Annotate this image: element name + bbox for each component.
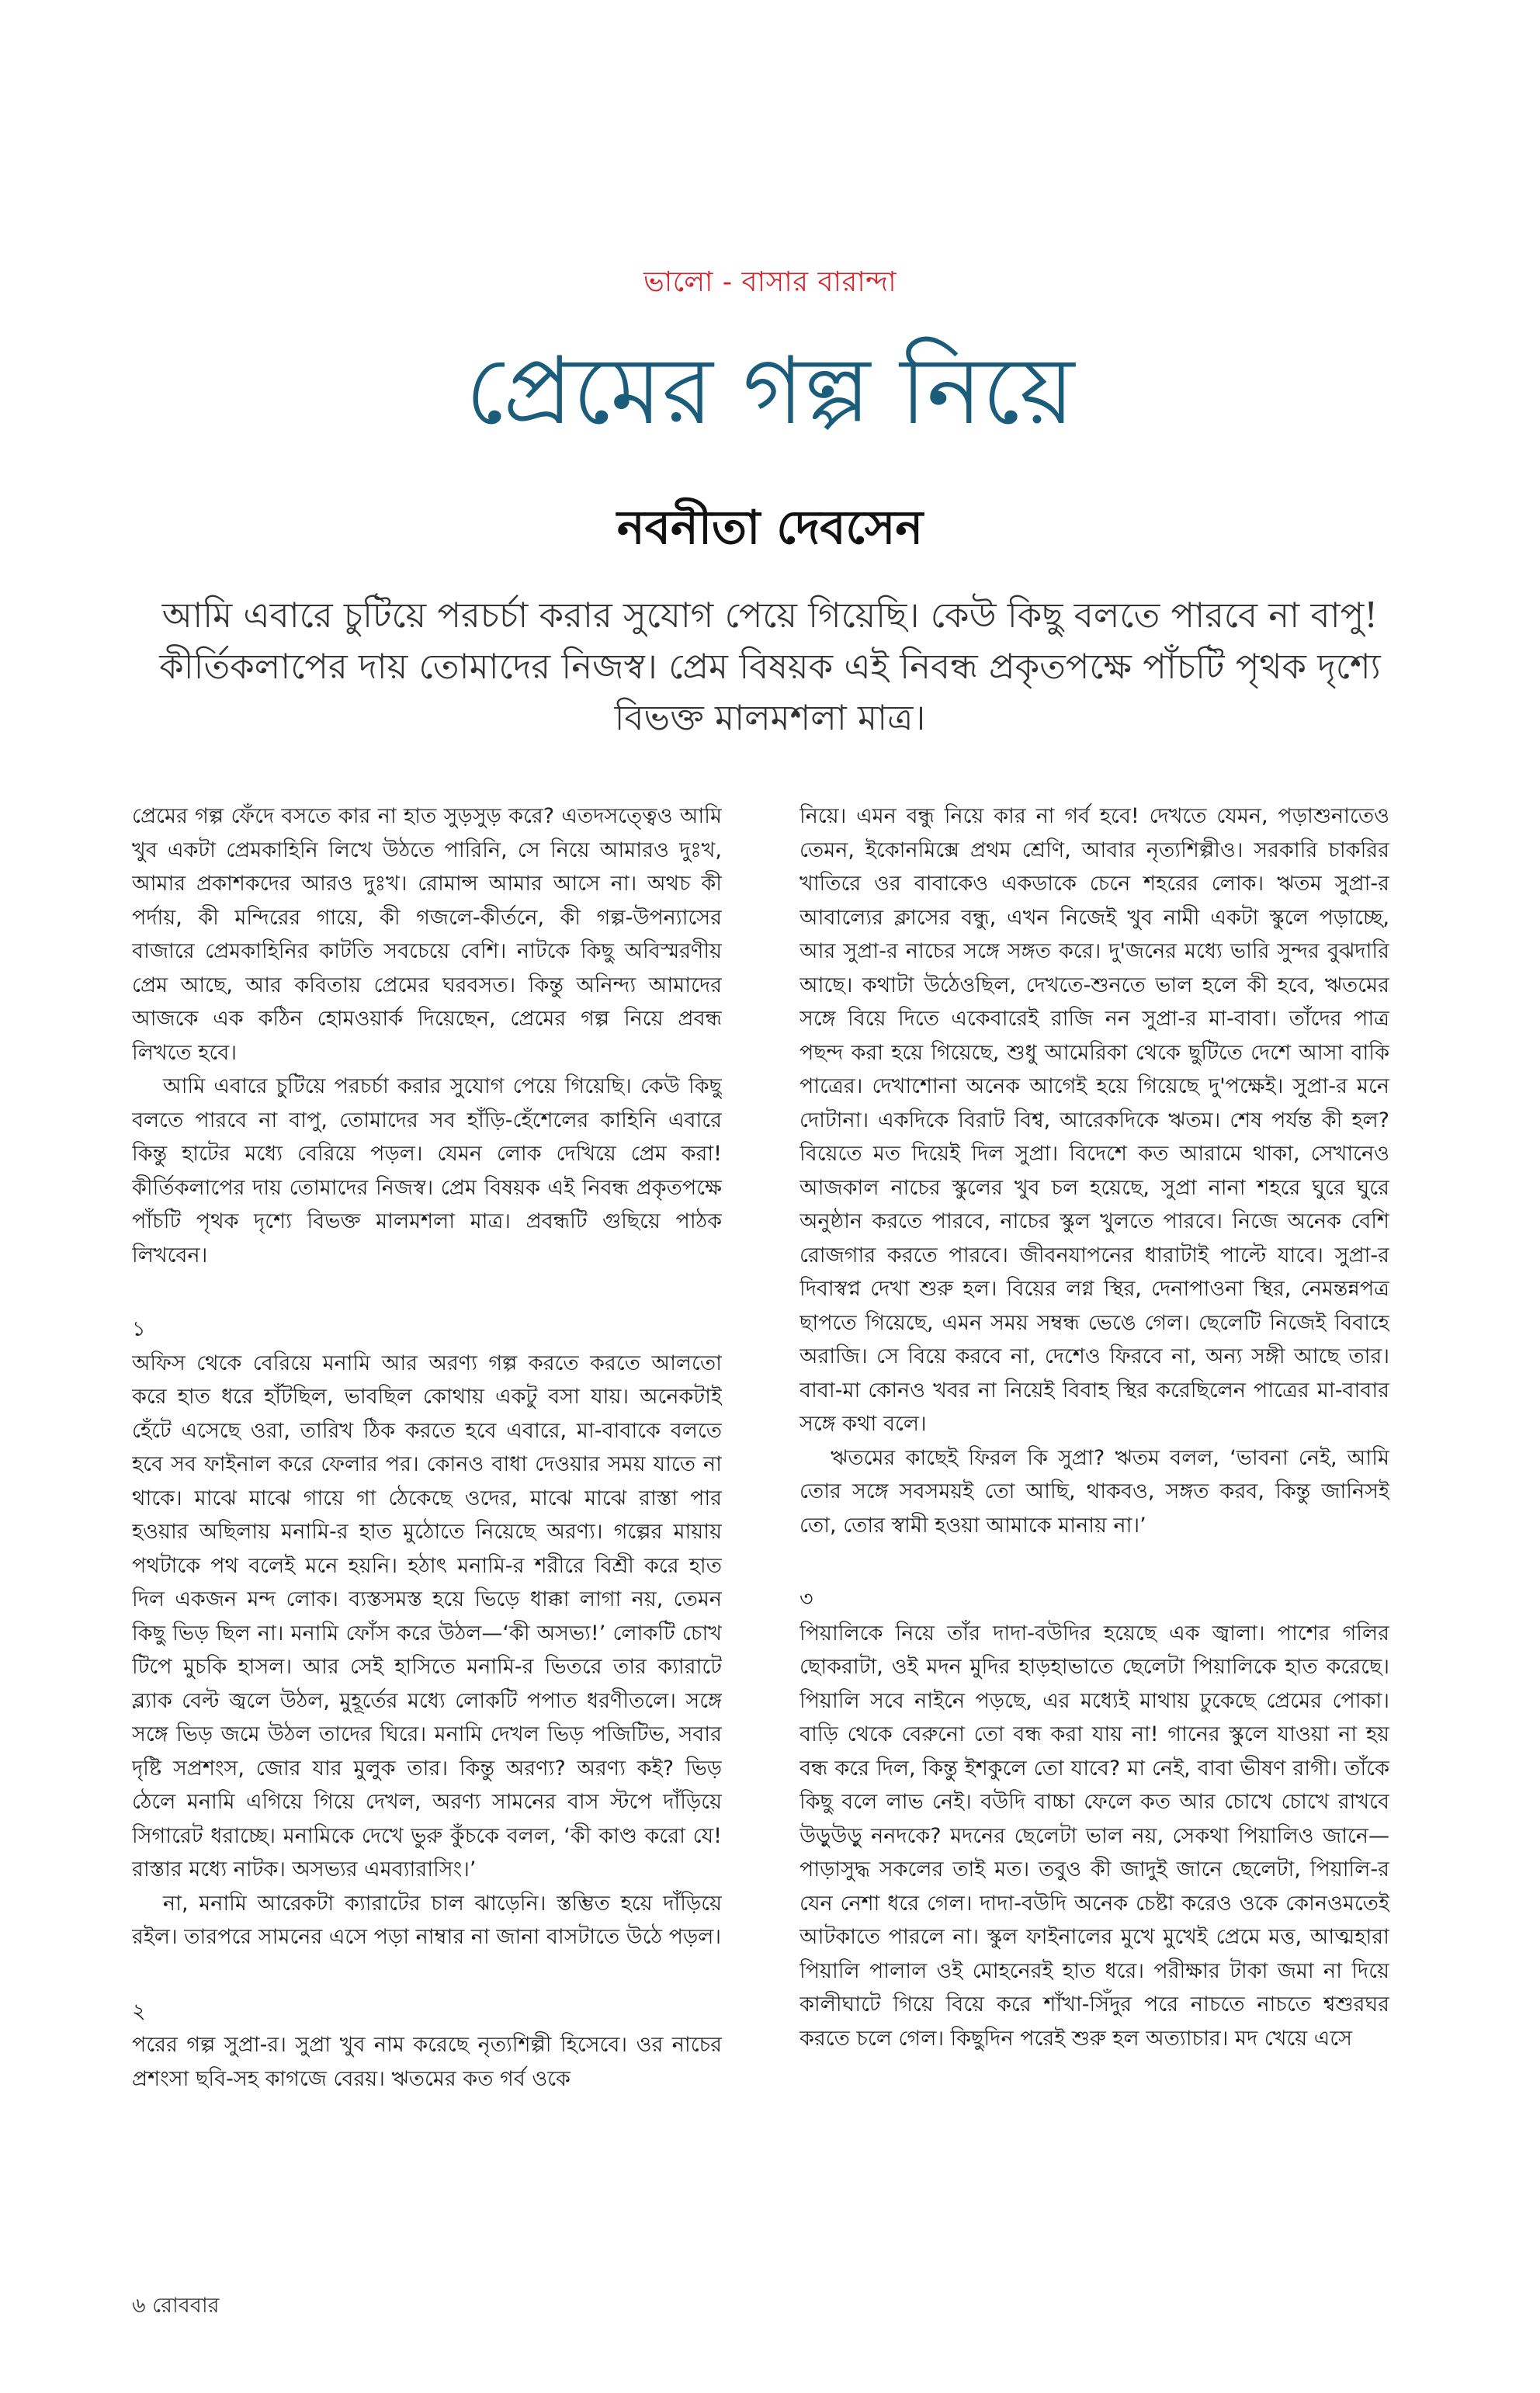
right-column <box>799 799 1389 2235</box>
body-paragraph: নিয়ে। এমন বন্ধু নিয়ে কার না গর্ব হবে! দেখতে যেমন, পড়াশুনাতেও তেমন, ইকোনমিক্সে প্রথম শ্রেণি, আবার নৃত্যশিল্পীও। সরকারি চাকরির খাতিরে ওর বাবাকেও একডাকে চেনে শহরের লোক। ঋতম সুপ্রা-র আবাল্যের ক্লাসের বন্ধু, এখন নিজেই খুব নামী একটা স্কুলে পড়াচ্ছে, আর সুপ্রা-র নাচের সঙ্গে সঙ্গত করে। দু'জনের মধ্যে ভারি সুন্দর বুঝদারি আছে। কথাটা উঠেওছিল, দেখতে-শুনতে ভাল হলে কী হবে, ঋতমের সঙ্গে বিয়ে দিতে একেবারেই রাজি নন সুপ্রা-র মা-বাবা। তাঁদের পাত্র পছন্দ করা হয়ে গিয়েছে, শুধু আমেরিকা থেকে ছুটিতে দেশে আসা বাকি পাত্রের। দেখাশোনা অনেক আগেই হয়ে গিয়েছে দু'পক্ষেই। সুপ্রা-র মনে দোটানা। একদিকে বিরাট বিশ্ব, আরেকদিকে ঋতম। শেষ পর্যন্ত কী হল? বিয়েতে মত দিয়েই দিল সুপ্রা। বিদেশে কত আরামে থাকা, সেখানেও আজকাল নাচের স্কুলের খুব চল হয়েছে, সুপ্রা নানা শহরে ঘুরে ঘুরে অনুষ্ঠান করতে পারবে, নাচের স্কুল খুলতে পারবে। নিজে অনেক বেশি রোজগার করতে পারবে। জীবনযাপনের ধারাটাই পাল্টে যাবে। সুপ্রা-র দিবাস্বপ্ন দেখা শুরু হল। বিয়ের লগ্ন স্থির, দেনাপাওনা স্থির, নেমন্তন্নপত্র ছাপতে গিয়েছে, এমন সময় সম্বন্ধ ভেঙে গেল। ছেলেটি নিজেই বিবাহে অরাজি। সে বিয়ে করবে না, দেশেও ফিরবে না, অন্য সঙ্গী আছে তার। বাবা-মা কোনও খবর না নিয়েই বিবাহ স্থির করেছিলেন পাত্রের মা-বাবার সঙ্গে কথা বলে। <box>799 804 1389 1436</box>
body-paragraph: অফিস থেকে বেরিয়ে মনামি আর অরণ্য গল্প করতে করতে আলতো করে হাত ধরে হাঁটছিল, ভাবছিল কোথায় একটু বসা যায়। অনেকটাই হেঁটে এসেছে ওরা, তারিখ ঠিক করতে হবে এবারে, মা-বাবাকে বলতে হবে সব ফাইনাল করে ফেলার পর। কোনও বাধা দেওয়ার সময় যাতে না থাকে। মাঝে মাঝে গায়ে গা ঠেকেছে ওদের, মাঝে মাঝে রাস্তা পার হওয়ার অছিলায় মনামি-র হাত মুঠোতে নিয়েছে অরণ্য। গল্পের মায়ায় পথটাকে পথ বলেই মনে হয়নি। হঠাৎ মনামি-র শরীরে বিশ্রী করে হাত দিল একজন মন্দ লোক। ব্যস্তসমস্ত হয়ে ভিড়ে ধাক্কা লাগা নয়, তেমন কিছু ভিড় ছিল না। মনামি ফোঁস করে উঠল—‘কী অসভ্য!’ লোকটি চোখ টিপে মুচকি হাসল। আর সেই হাসিতে মনামি-র ভিতরে তার ক্যারাটে ব্ল্যাক বেল্ট জ্বলে উঠল, মুহূর্তের মধ্যে লোকটি পপাত ধরণীতলে। সঙ্গে সঙ্গে ভিড় জমে উঠল তাদের ঘিরে। মনামি দেখল ভিড় পজিটিভ, সবার দৃষ্টি সপ্রশংস, জোর যার মুলুক তার। কিন্তু অরণ্য? অরণ্য কই? ভিড় ঠেলে মনামি এগিয়ে গিয়ে দেখল, অরণ্য সামনের বাস স্টপে দাঁড়িয়ে সিগারেট ধরাচ্ছে। মনামিকে দেখে ভুরু কুঁচকে বলল, ‘কী কাণ্ড করো যে! রাস্তার মধ্যে নাটক। অসভ্যর এমব্যারাসিং।’ <box>132 1351 722 1881</box>
body-paragraph: ঋতমের কাছেই ফিরল কি সুপ্রা? ঋতম বলল, ‘ভাবনা নেই, আমি তোর সঙ্গে সবসময়ই তো আছি, থাকবও, সঙ্গত করব, কিন্তু জানিসই তো, তোর স্বামী হওয়া আমাকে মানায় না।’ <box>799 1445 1389 1538</box>
section-number: ১ <box>132 1317 146 1341</box>
left-column <box>132 799 722 2235</box>
article-title: প্রেমের গল্প নিয়ে <box>465 338 1075 446</box>
author-byline: নবনীতা দেবসেন <box>616 501 924 555</box>
section-number: ২ <box>132 1999 146 2024</box>
standfirst: আমি এবারে চুটিয়ে পরচর্চা করার সুযোগ পেয়ে গিয়েছি। কেউ কিছু বলতে পারবে না বাপু! কীর্তিকলাপের দায় তোমাদের নিজস্ব। প্রেম বিষয়ক এই নিবন্ধ প্রকৃতপক্ষে পাঁচটি পৃথক দৃশ্যে বিভক্ত মালমশলা মাত্র। <box>159 595 1381 738</box>
body-paragraph: প্রেমের গল্প ফেঁদে বসতে কার না হাত সুড়সুড় করে? এতদসত্ত্বেও আমি খুব একটা প্রেমকাহিনি লিখে উঠতে পারিনি, সে নিয়ে আমারও দুঃখ, আমার প্রকাশকদের আরও দুঃখ। রোমান্স আমার আসে না। অথচ কী পর্দায়, কী মন্দিরের গায়ে, কী গজলে-কীর্তনে, কী গল্প-উপন্যাসের বাজারে প্রেমকাহিনির কাটতি সবচেয়ে বেশি। নাটকে কিছু অবিস্মরণীয় প্রেম আছে, আর কবিতায় প্রেমের ঘরবসত। কিন্তু অনিন্দ্য আমাদের আজকে এক কঠিন হোমওয়ার্ক দিয়েছেন, প্রেমের গল্প নিয়ে প্রবন্ধ লিখতে হবে। <box>132 804 722 1065</box>
section-kicker: ভালো - বাসার বারান্দা <box>643 266 897 298</box>
body-paragraph: না, মনামি আরেকটা ক্যারাটের চাল ঝাড়েনি। স্তম্ভিত হয়ে দাঁড়িয়ে রইল। তারপরে সামনের এসে পড়া নাম্বার না জানা বাসটাতে উঠে পড়ল। <box>132 1891 722 1949</box>
body-paragraph: পিয়ালিকে নিয়ে তাঁর দাদা-বউদির হয়েছে এক জ্বালা। পাশের গলির ছোকরাটা, ওই মদন মুদির হাড়হাভাতে ছেলেটা পিয়ালিকে হাত করেছে। পিয়ালি সবে নাইনে পড়ছে, এর মধ্যেই মাথায় ঢুকেছে প্রেমের পোকা। বাড়ি থেকে বেরুনো তো বন্ধ করা যায় না! গানের স্কুলে যাওয়া না হয় বন্ধ করে দিল, কিন্তু ইশকুলে তো যাবে? মা নেই, বাবা ভীষণ রাগী। তাঁকে কিছু বলে লাভ নেই। বউদি বাচ্চা ফেলে কত আর চোখে চোখে রাখবে উড়ুউড়ু ননদকে? মদনের ছেলেটা ভাল নয়, সেকথা পিয়ালিও জানে—পাড়াসুদ্ধ সকলের তাই মত। তবুও কী জাদুই জানে ছেলেটা, পিয়ালি-র যেন নেশা ধরে গেল। দাদা-বউদি অনেক চেষ্টা করেও ওকে কোনওমতেই আটকাতে পারলে না। স্কুল ফাইনালের মুখে মুখেই প্রেমে মত্ত, আত্মহারা পিয়ালি পালাল ওই মোহনেরই হাত ধরে। পরীক্ষার টাকা জমা না দিয়ে কালীঘাটে গিয়ে বিয়ে করে শাঁখা-সিঁদুর পরে নাচতে নাচতে শ্বশুরঘর করতে চলে গেল। কিছুদিন পরেই শুরু হল অত্যাচার। মদ খেয়ে এসে <box>799 1621 1389 2051</box>
body-paragraph: পরের গল্প সুপ্রা-র। সুপ্রা খুব নাম করেছে নৃত্যশিল্পী হিসেবে। ওর নাচের প্রশংসা ছবি-সহ কাগজে বেরয়। ঋতমের কত গর্ব ওকে <box>132 2033 722 2091</box>
body-paragraph: আমি এবারে চুটিয়ে পরচর্চা করার সুযোগ পেয়ে গিয়েছি। কেউ কিছু বলতে পারবে না বাপু, তোমাদের সব হাঁড়ি-হেঁশেলের কাহিনি এবারে কিন্তু হাটের মধ্যে বেরিয়ে পড়ল। যেমন লোক দেখিয়ে প্রেম করা! কীর্তিকলাপের দায় তোমাদের নিজস্ব। প্রেম বিষয়ক এই নিবন্ধ প্রকৃতপক্ষে পাঁচটি পৃথক দৃশ্যে বিভক্ত মালমশলা মাত্র। প্রবন্ধটি গুছিয়ে পাঠক লিখবেন। <box>132 1074 722 1268</box>
page-folio: ৬ রোববার <box>132 2294 220 2318</box>
section-number: ৩ <box>799 1587 813 1611</box>
